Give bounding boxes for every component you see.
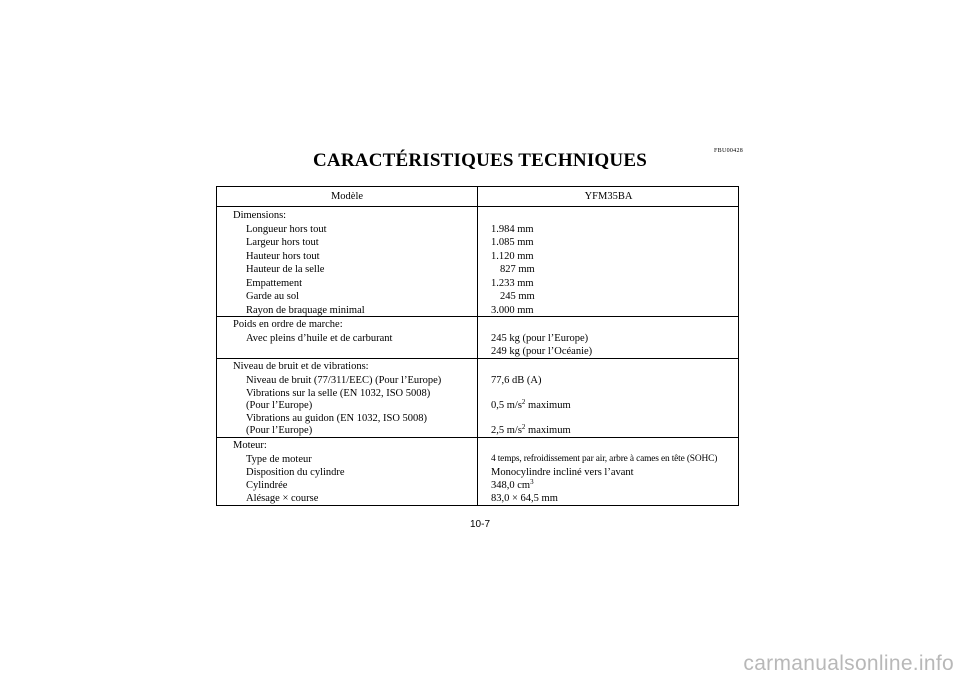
watermark: carmanualsonline.info <box>743 652 954 675</box>
engine-heading: Moteur: <box>233 440 267 451</box>
row-label: Empattement <box>246 278 302 289</box>
row-label: Garde au sol <box>246 291 300 302</box>
handlebar-vibration-value: 2,5 $m/s^2$ maximum <box>491 423 571 436</box>
engine-type-label: Type de moteur <box>246 454 312 465</box>
model-label: Modèle <box>330 191 364 202</box>
weight-heading: Poids en ordre de marche: <box>233 319 343 330</box>
row-label: Hauteur de la selle <box>246 264 325 275</box>
cylinder-layout-value: Monocylindre incliné vers l’avant <box>491 467 634 478</box>
section-divider <box>217 437 738 438</box>
row-label: Longueur hors tout <box>246 224 327 235</box>
weight-label: Avec pleins d’huile et de carburant <box>246 333 393 344</box>
seat-vibration-label: Vibrations sur la selle (EN 1032, ISO 5008) <box>246 388 431 399</box>
row-value: 1.120 mm <box>491 251 534 262</box>
dimensions-heading: Dimensions: <box>233 210 287 221</box>
noise-label: Niveau de bruit (77/311/EEC) (Pour l’Europe) <box>246 375 442 386</box>
weight-value-europe: 245 kg (pour l’Europe) <box>491 333 589 344</box>
weight-value-oceania: 249 kg (pour l’Océanie) <box>491 346 593 357</box>
document-code: FBU00428 <box>714 148 744 154</box>
handlebar-vibration-label: Vibrations au guidon (EN 1032, ISO 5008) <box>246 413 428 424</box>
row-value: 827 mm <box>500 264 535 275</box>
row-value: 3.000 mm <box>491 305 534 316</box>
row-value: 1.984 mm <box>491 224 534 235</box>
row-value: 1.233 mm <box>491 278 534 289</box>
row-label: Hauteur hors tout <box>246 251 320 262</box>
row-value: 245 mm <box>500 291 535 302</box>
bore-stroke-label: Alésage × course <box>246 493 319 504</box>
page-number: 10-7 <box>469 519 490 530</box>
row-label: Rayon de braquage minimal <box>246 305 365 316</box>
column-divider <box>477 187 478 505</box>
seat-vibration-label-region: (Pour l’Europe) <box>246 400 313 411</box>
noise-heading: Niveau de bruit et de vibrations: <box>233 361 369 372</box>
displacement-label: Cylindrée <box>246 480 288 491</box>
handlebar-vibration-label-region: (Pour l’Europe) <box>246 425 313 436</box>
model-value: YFM35BA <box>584 191 633 202</box>
section-divider <box>217 358 738 359</box>
page-title: CARACTÉRISTIQUES TECHNIQUES <box>313 150 647 171</box>
seat-vibration-value: 0,5 $m/s^2$ maximum <box>491 398 571 411</box>
cylinder-layout-label: Disposition du cylindre <box>246 467 345 478</box>
spec-table <box>216 186 739 506</box>
row-label: Largeur hors tout <box>246 237 319 248</box>
noise-value: 77,6 dB (A) <box>491 375 542 386</box>
row-value: 1.085 mm <box>491 237 534 248</box>
displacement-value: 348,0 $cm^3$ <box>491 478 534 491</box>
engine-type-value: 4 temps, refroidissement par air, arbre à cames en tête (SOHC) <box>491 454 718 464</box>
bore-stroke-value: 83,0 × 64,5 mm <box>491 493 558 504</box>
